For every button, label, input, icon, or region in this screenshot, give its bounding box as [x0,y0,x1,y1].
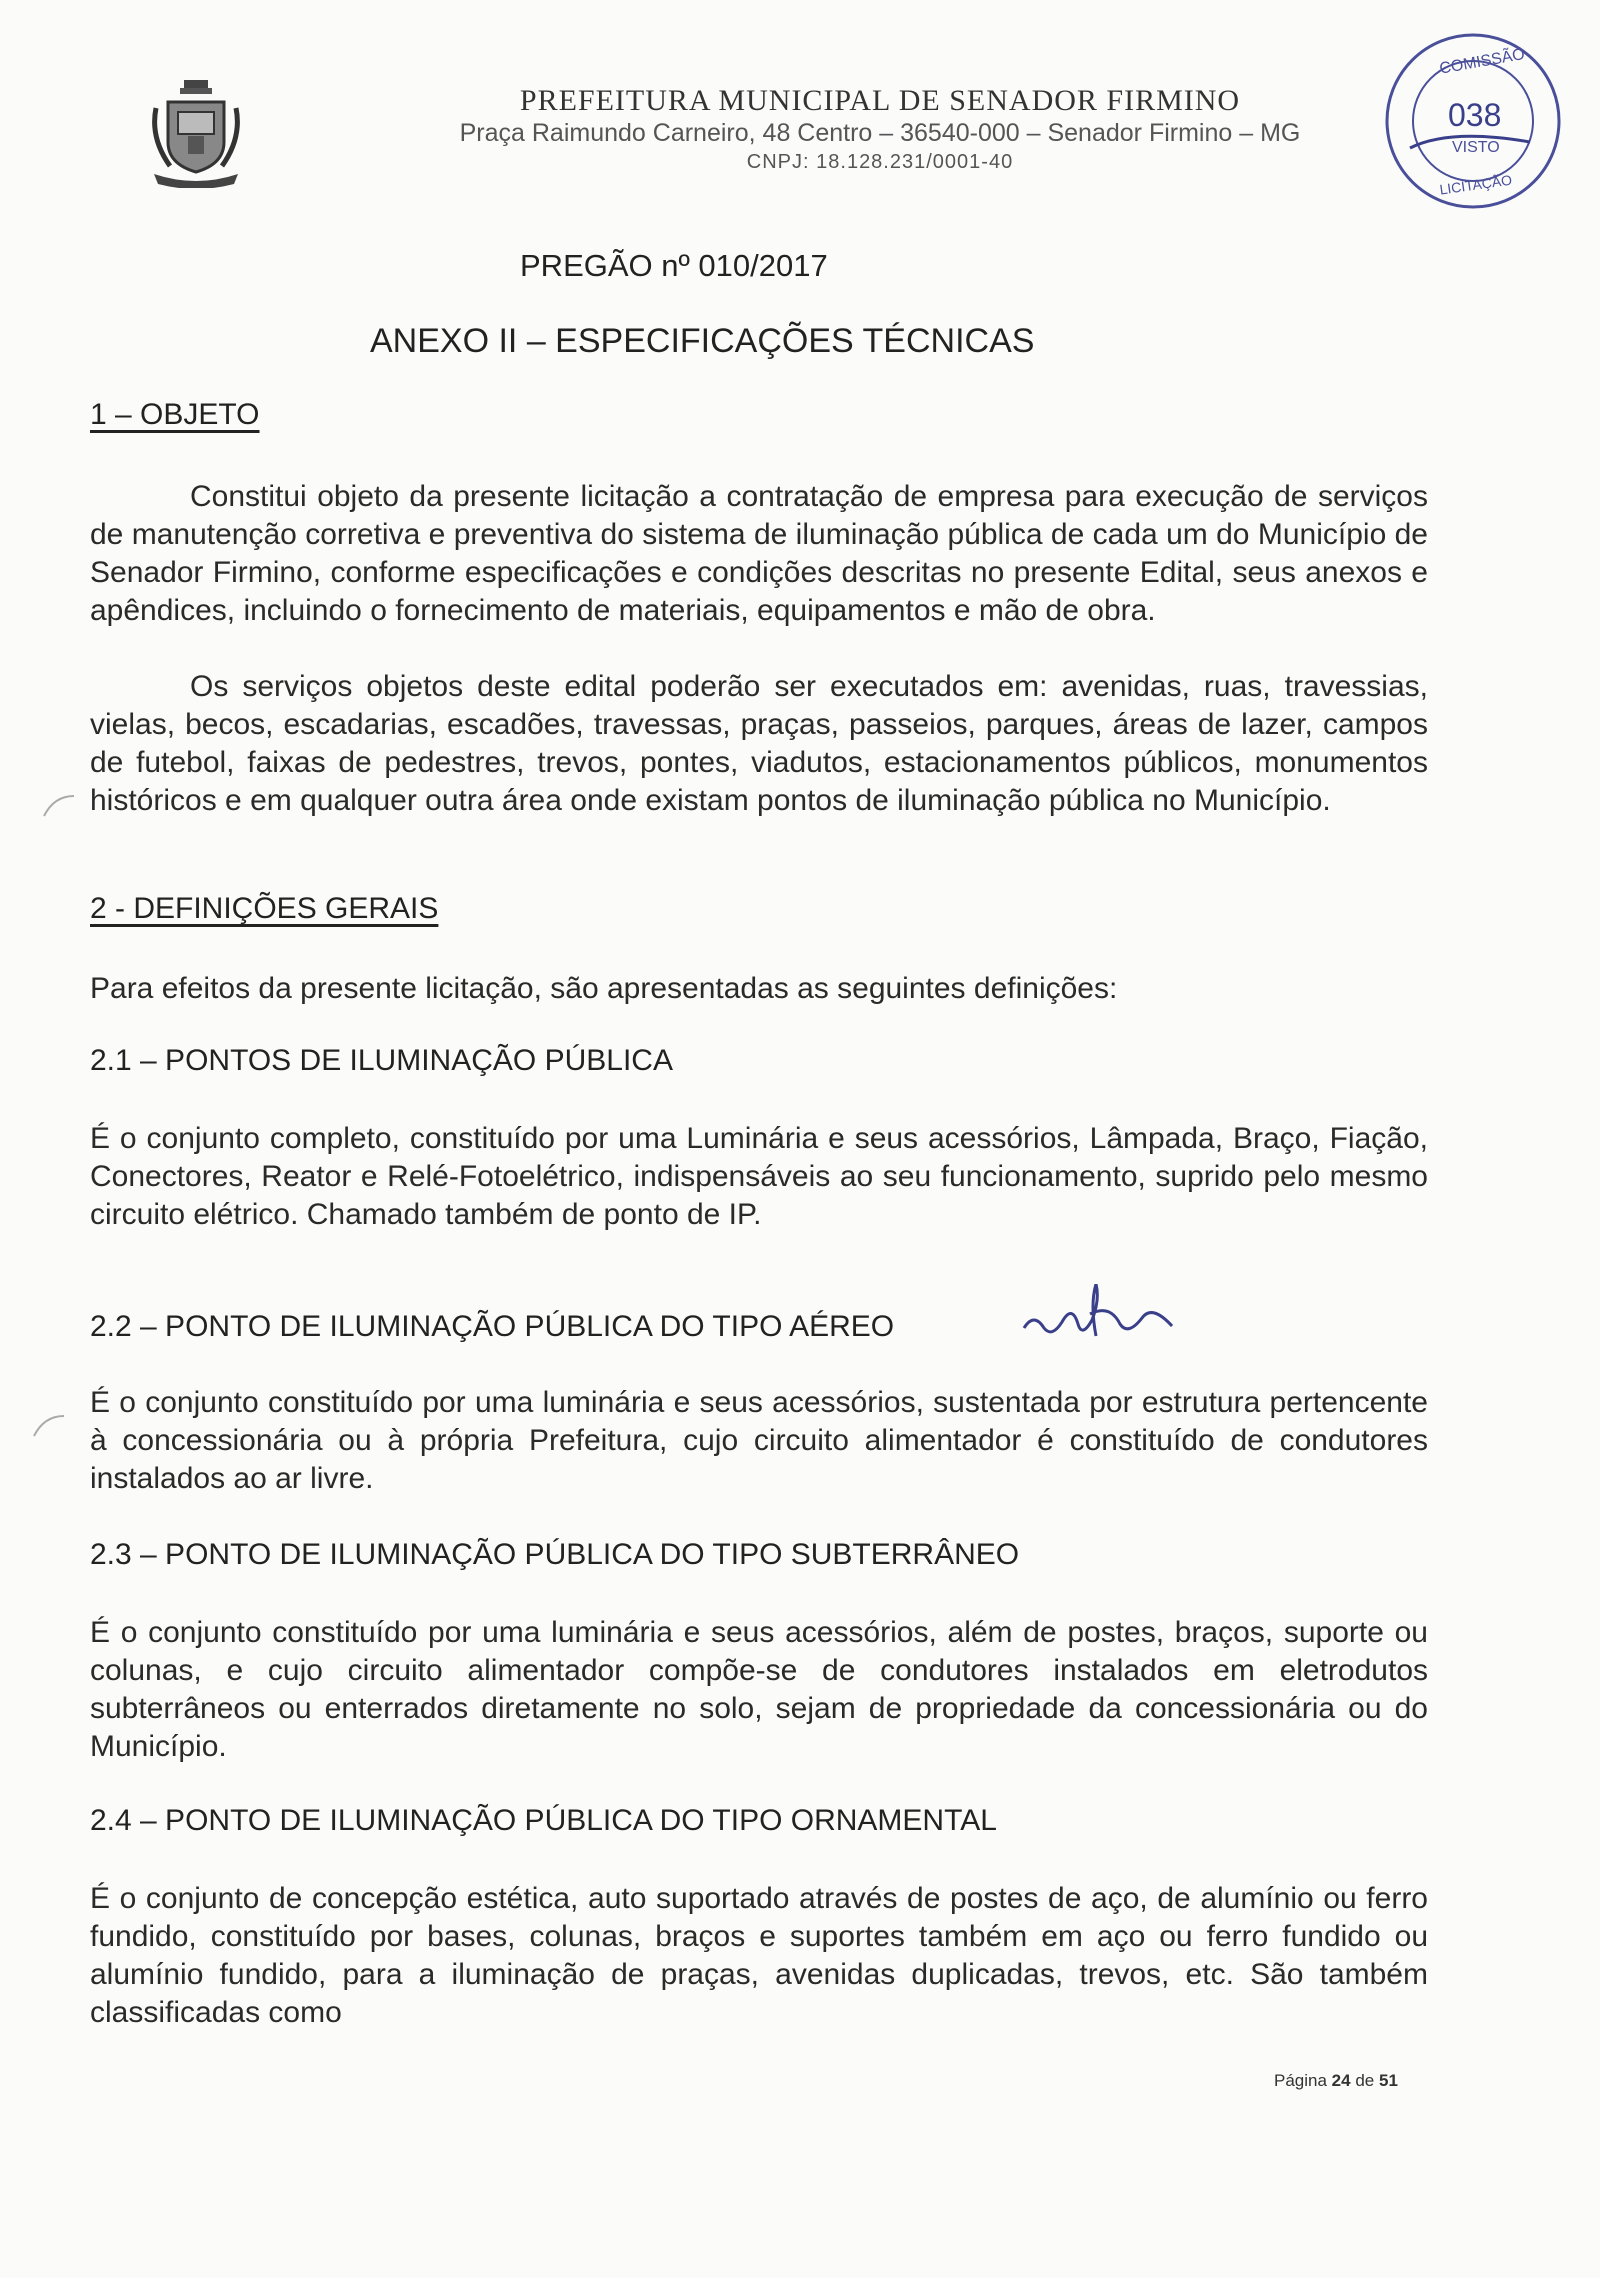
letterhead-cnpj: CNPJ: 18.128.231/0001-40 [746,151,1014,173]
section-heading-2-2: 2.2 – PONTO DE ILUMINAÇÃO PÚBLICA DO TIPO AÉREO [90,1310,895,1343]
section-heading-2-4: 2.4 – PONTO DE ILUMINAÇÃO PÚBLICA DO TIPO ORNAMENTAL [90,1804,997,1837]
stamp-top-text: COMISSÃO [1438,45,1527,78]
footer-page-label: Página [1274,2071,1327,2090]
section-heading-2-1: 2.1 – PONTOS DE ILUMINAÇÃO PÚBLICA [90,1044,673,1077]
handwritten-initials [1020,1284,1220,1354]
paragraph-2-4: É o conjunto de concepção estética, auto suportado através de postes de aço, de alumínio ou ferro fundido, constituído por bases, colunas, braços e suportes também em aço ou ferro fundido ou alumínio fundido, para a iluminação de praças, avenidas duplicadas, trevos, etc. São também classificadas como [90,1882,1428,2029]
document-title: PREGÃO nº 010/2017 [520,248,828,283]
stamp-visto: VISTO [1452,139,1500,156]
paragraph-objeto-2: Os serviços objetos deste edital poderão ser executados em: avenidas, ruas, travessias, vielas, becos, escadarias, escadões, travessas, praças, passeios, parques, áreas de lazer, campos de futebol, faixas de pedestres, trevos, pontes, viadutos, estacionamentos públicos, monumentos históricos e em qualquer outra área onde existam pontos de iluminação pública no Município. [90,670,1428,817]
document-subtitle: ANEXO II – ESPECIFICAÇÕES TÉCNICAS [370,322,1035,360]
letterhead-org: PREFEITURA MUNICIPAL DE SENADOR FIRMINO [519,84,1241,117]
paragraph-objeto-1: Constitui objeto da presente licitação a contratação de empresa para execução de serviços de manutenção corretiva e preventiva do sistema de iluminação pública de cada um do Município de Senador Firmino, conforme especificações e condições descritas no presente Edital, seus anexos e apêndices, incluindo o fornecimento de materiais, equipamentos e mão de obra. [90,480,1428,627]
commission-stamp [1380,28,1566,214]
section-heading-definicoes: 2 - DEFINIÇÕES GERAIS [90,892,439,925]
footer-page-total: 51 [1378,2071,1398,2090]
section-heading-2-3: 2.3 – PONTO DE ILUMINAÇÃO PÚBLICA DO TIPO SUBTERRÂNEO [90,1538,1020,1571]
footer-of-label: de [1355,2071,1375,2090]
paragraph-2-1: É o conjunto completo, constituído por uma Luminária e seus acessórios, Lâmpada, Braço, Fiação, Conectores, Reator e Relé-Fotoelétrico, indispensáveis ao seu funcionamento, suprido pelo mesmo circuito elétrico. Chamado também de ponto de IP. [90,1122,1428,1231]
margin-mark [40,790,80,820]
page-footer [1274,2071,1398,2091]
stamp-bottom-text: LICITAÇÃO [1438,171,1513,198]
footer-page-number: 24 [1331,2071,1351,2090]
paragraph-definicoes-intro: Para efeitos da presente licitação, são apresentadas as seguintes definições: [90,972,1118,1005]
margin-mark [30,1410,70,1440]
paragraph-2-3: É o conjunto constituído por uma luminária e seus acessórios, além de postes, braços, suporte ou colunas, e cujo circuito alimentador compõe-se de condutores instalados em eletrodutos subterrâneos ou enterrados diretamente no solo, sejam de propriedade da concessionária ou do Município. [90,1616,1428,1763]
stamp-number: 038 [1448,97,1502,133]
letterhead [380,84,1380,176]
letterhead-address: Praça Raimundo Carneiro, 48 Centro – 36540-000 – Senador Firmino – MG [459,119,1301,147]
paragraph-2-2: É o conjunto constituído por uma luminária e seus acessórios, sustentada por estrutura pertencente à concessionária ou à própria Prefeitura, cujo circuito alimentador é constituído de condutores instalados ao ar livre. [90,1386,1428,1495]
section-heading-objeto: 1 – OBJETO [90,398,260,431]
municipal-crest-logo [148,78,244,188]
